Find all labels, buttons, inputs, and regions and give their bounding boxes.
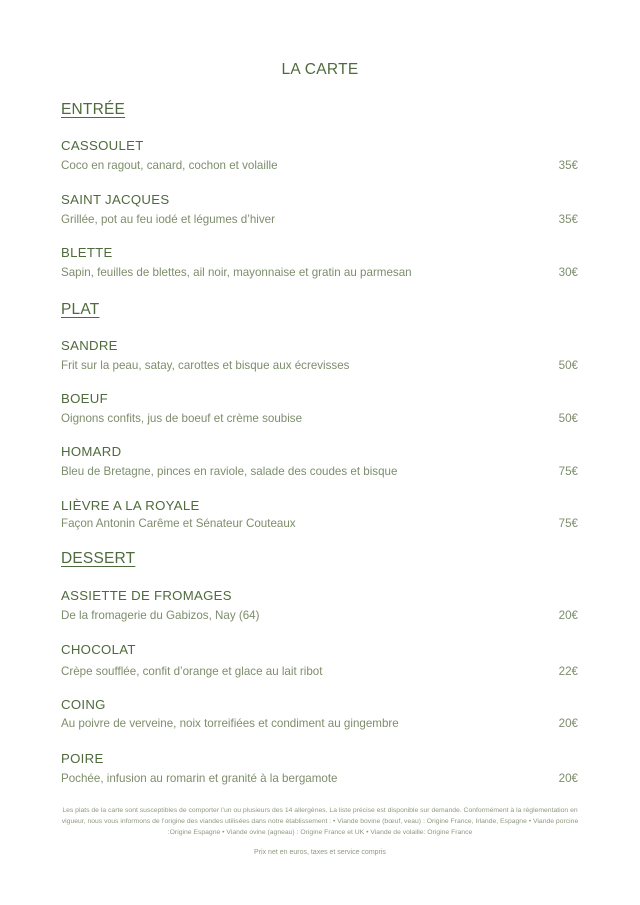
menu-item-name: CASSOULET: [61, 138, 144, 153]
menu-item-name: HOMARD: [61, 444, 122, 459]
menu-item-name: BLETTE: [61, 245, 113, 260]
menu-item-price: 75€: [558, 517, 578, 530]
menu-item-name: COING: [61, 697, 106, 712]
menu-item-description: Au poivre de verveine, noix torreifiées et condiment au gingembre: [61, 717, 399, 730]
menu-item-name: BOEUF: [61, 391, 108, 406]
menu-item-description: Frit sur la peau, satay, carottes et bisque aux écrevisses: [61, 359, 350, 372]
menu-title: LA CARTE: [281, 61, 359, 78]
menu-item-price: 50€: [558, 412, 578, 425]
price-note: Prix net en euros, taxes et service compris: [254, 849, 386, 856]
menu-item-description: Grillée, pot au feu iodé et légumes d’hiver: [61, 213, 275, 226]
menu-item-price: 20€: [558, 717, 578, 730]
menu-item-price: 30€: [558, 266, 578, 279]
menu-item-name: POIRE: [61, 751, 104, 766]
allergen-note: Les plats de la carte sont susceptibles de comporter l’un ou plusieurs des 14 allergènes. La liste précise est disponible sur demande. Conformément à la réglementation en vigueur, nous vous informons de l’origine des viandes utilisées dans notre établissement : • Viande bovine (bœuf, veau) : Origine France, Irlande, Espagne • Viande porcine :Origine Espagne • Viande ovine (agneau) : Origine France et UK • Viande de volaille: Origine France: [61, 807, 579, 836]
menu-item-description: Pochée, infusion au romarin et granité à la bergamote: [61, 772, 338, 785]
menu-item-description: Coco en ragout, canard, cochon et volaille: [61, 159, 278, 172]
menu-item-description: Crèpe soufflée, confit d’orange et glace au lait ribot: [61, 665, 323, 678]
menu-item-price: 50€: [558, 359, 578, 372]
menu-item-price: 22€: [558, 665, 578, 678]
menu-item-price: 20€: [558, 609, 578, 622]
section-heading-dessert: DESSERT: [61, 550, 136, 567]
menu-item-description: Oignons confits, jus de boeuf et crème soubise: [61, 412, 303, 425]
menu-item-price: 35€: [558, 213, 578, 226]
menu-item-price: 35€: [558, 159, 578, 172]
menu-item-name: SANDRE: [61, 338, 118, 353]
section-heading-plat: PLAT: [61, 301, 100, 318]
menu-item-name: ASSIETTE DE FROMAGES: [61, 588, 232, 603]
menu-item-name: LIÈVRE A LA ROYALE: [61, 498, 200, 513]
menu-item-description: Sapin, feuilles de blettes, ail noir, mayonnaise et gratin au parmesan: [61, 266, 412, 279]
menu-item-description: Façon Antonin Carême et Sénateur Couteaux: [61, 517, 296, 530]
section-heading-entree: ENTRÉE: [61, 101, 126, 118]
menu-item-description: De la fromagerie du Gabizos, Nay (64): [61, 609, 260, 622]
menu-item-name: CHOCOLAT: [61, 642, 136, 657]
menu-item-price: 20€: [558, 772, 578, 785]
menu-item-name: SAINT JACQUES: [61, 192, 170, 207]
menu-item-description: Bleu de Bretagne, pinces en raviole, salade des coudes et bisque: [61, 465, 398, 478]
menu-item-price: 75€: [558, 465, 578, 478]
